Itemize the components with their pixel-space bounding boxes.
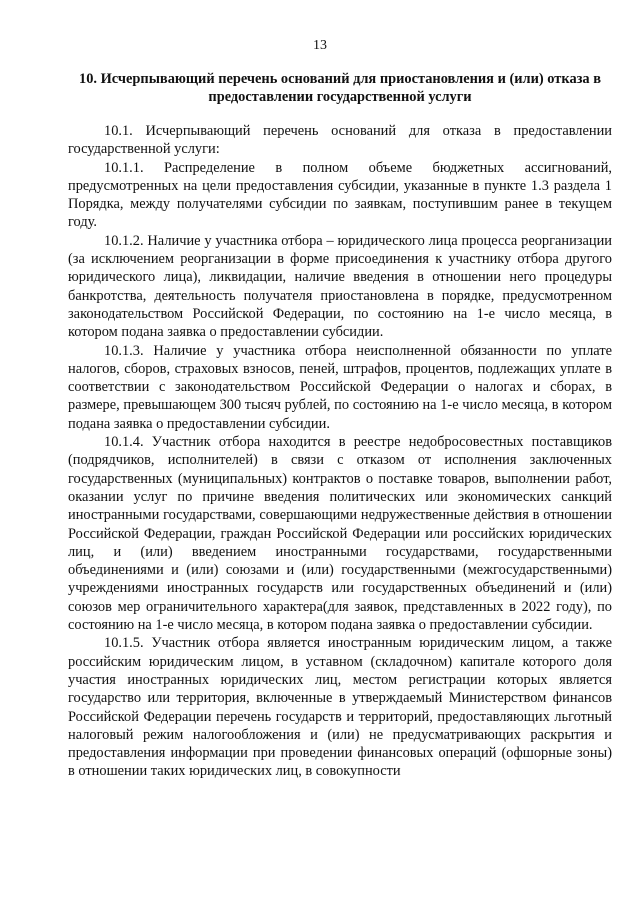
paragraph-10-1-5: 10.1.5. Участник отбора является иностранным юридическим лицом, а также российским юридическим лицом, в уставном (складочном) капитале которого доля участия иностранных юридических лиц, местом регистрации которых является государство или территория, включенные в утверждаемый Министерством финансов Российской Федерации перечень государств и территорий, предоставляющих льготный налоговый режим налогообложения и (или) не предусматривающих раскрытия и предоставления информации при проведении финансовых операций (офшорные зоны) в отношении таких юридических лиц, в совокупности	[68, 635, 612, 780]
paragraph-10-1: 10.1. Исчерпывающий перечень оснований для отказа в предоставлении государственной услуги:	[68, 123, 612, 158]
paragraph-10-1-2: 10.1.2. Наличие у участника отбора – юридического лица процесса реорганизации (за исключением реорганизации в форме присоединения к участнику отбора другого юридического лица), ликвидации, наличие введения в отношении него процедуры банкротства, деятельность получателя приостановлена в порядке, предусмотренном законодательством Российской Федерации, по состоянию на 1-е число месяца, в котором подана заявка о предоставлении субсидии.	[68, 232, 612, 341]
page-number: 13	[313, 38, 327, 53]
section-heading: 10. Исчерпывающий перечень оснований для приостановления и (или) отказа в предоставлении государственной услуги	[79, 71, 601, 105]
paragraph-10-1-1: 10.1.1. Распределение в полном объеме бюджетных ассигнований, предусмотренных на цели предоставления субсидии, указанные в пункте 1.3 раздела 1 Порядка, между получателями субсидии по заявкам, поступившим ранее в текущем году.	[68, 159, 612, 231]
paragraph-10-1-3: 10.1.3. Наличие у участника отбора неисполненной обязанности по уплате налогов, сборов, страховых взносов, пеней, штрафов, процентов, подлежащих уплате в соответствии с законодательством Российской Федерации о налогах и сборах, в размере, превышающем 300 тысяч рублей, по состоянию на 1-е число месяца, в котором подана заявка о предоставлении субсидии.	[68, 342, 612, 432]
document-body	[68, 122, 612, 781]
paragraph-10-1-4: 10.1.4. Участник отбора находится в реестре недобросовестных поставщиков (подрядчиков, исполнителей) в связи с отказом от исполнения заключенных государственных (муниципальных) контрактов о поставке товаров, выполнении работ, оказании услуг по причине введения политических или экономических санкций иностранными государствами, совершающими недружественные действия в отношении Российской Федерации, граждан Российской Федерации или российских юридических лиц, и (или) введением иностранными государствами, государственными объединениями и (или) союзами и (или) государственными (межгосударственными) учреждениями иностранных государств или государственных объединений и (или) союзов мер ограничительного характера(для заявок, представленных в 2022 году), по состоянию на 1-е число месяца, в котором подана заявка о предоставлении субсидии.	[68, 434, 612, 634]
